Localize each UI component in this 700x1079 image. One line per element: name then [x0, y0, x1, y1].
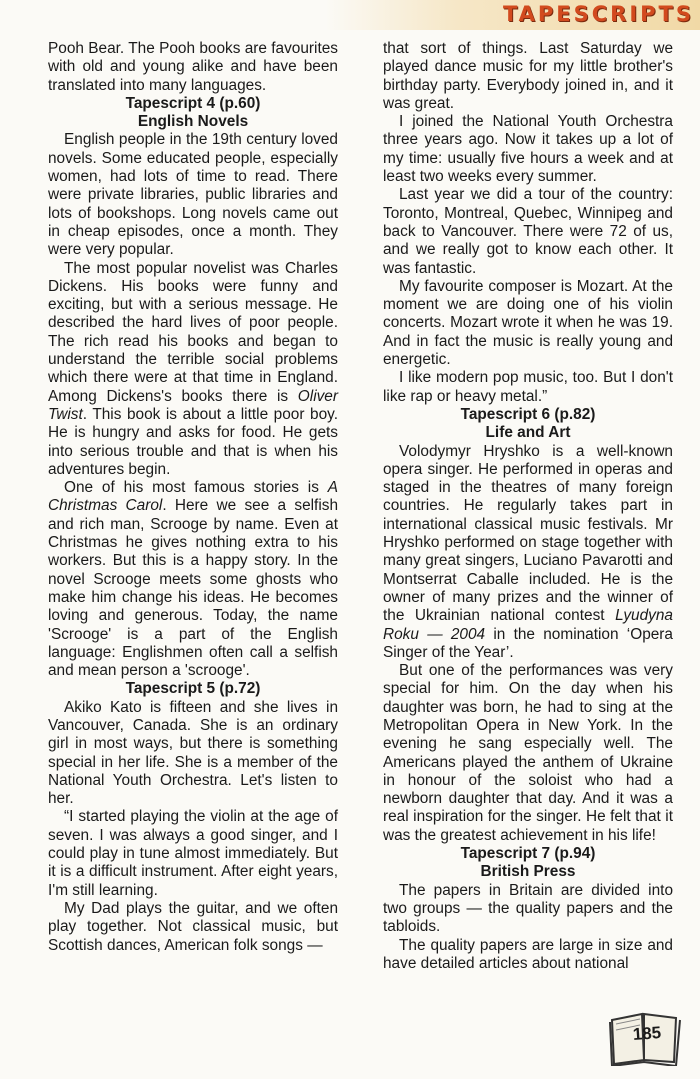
paragraph: My favourite composer is Mozart. At the moment we are doing one of his violin concerts. Mozart wrote it when he was 19. And in fact the music is really young and energetic.	[383, 277, 673, 369]
tapescript-5-title: Tapescript 5 (p.72)	[125, 680, 261, 698]
book-title: Oliver Twist	[48, 387, 338, 423]
contest-name: Lyudyna Roku — 2004	[383, 607, 673, 643]
intro-paragraph: Pooh Bear. The Pooh books are favourites with old and young alike and have been translated into many languages.	[48, 40, 338, 94]
tapescript-4-subtitle: English Novels	[137, 113, 249, 131]
paragraph: One of his most famous stories is A Christmas Carol. Here we see a selfish and rich man, Scrooge by name. Even at Christmas he gives nothing extra to his workers. But this is a happy story. In the novel Scrooge meets some ghosts who make him change his ideas. He becomes loving and generous. Today, the name 'Scrooge' is a part of the English language: Englishmen often call a selfish and mean person a 'scrooge'.	[48, 479, 339, 680]
paragraph: Last year we did a tour of the country: Toronto, Montreal, Quebec, Winnipeg and back to Vancouver. There were 72 of us, and we really got to know each other. It was fantastic.	[383, 186, 673, 277]
tapescript-6-subtitle: Life and Art	[485, 424, 571, 442]
paragraph: My Dad plays the guitar, and we often play together. Not classical music, but Scottish dances, American folk songs —	[48, 899, 338, 954]
left-column	[48, 40, 338, 955]
paragraph: The most popular novelist was Charles Dickens. His books were funny and exciting, but with a serious message. He described the hard lives of poor people. The rich read his books and began to understand the terrible social problems which there were at that time in England. Among Dickens's books there is Oliver Twist. This book is about a little poor boy. He is hungry and asks for food. He gets into serious trouble and that is when his adventures begin.	[48, 259, 338, 478]
paragraph: The papers in Britain are divided into two groups — the quality papers and the tabloids.	[383, 881, 673, 936]
tapescript-4-title: Tapescript 4 (p.60)	[125, 94, 261, 112]
paragraph: English people in the 19th century loved novels. Some educated people, especially women, had lots of time to read. There were private libraries, public libraries and lots of bookshops. Long novels came out in cheap episodes, once a month. They were very popular.	[48, 131, 338, 259]
paragraph: I like modern pop music, too. But I don't like rap or heavy metal.”	[383, 369, 673, 405]
paragraph: Volodymyr Hryshko is a well-known opera singer. He performed in operas and staged in the theatres of many foreign countries. He regularly takes part in international classical music festivals. Mr Hryshko performed on stage together with many great singers, Luciano Pavarotti and Montserrat Caballe included. He is the owner of many prizes and the winner of the Ukrainian national contest Lyudyna Roku — 2004 in the nomination ‘Opera Singer of the Year’.	[383, 442, 673, 661]
tapescript-6-title: Tapescript 6 (p.82)	[460, 405, 596, 423]
paragraph: “I started playing the violin at the age of seven. I was always a good singer, and I could play in tune almost immediately. But it is a difficult instrument. After eight years, I'm still learning.	[48, 808, 338, 899]
book-title: A Christmas Carol	[48, 479, 338, 515]
paragraph: But one of the performances was very special for him. On the day when his daughter was born, he had to sing at the Metropolitan Opera in New York. In the evening he sang especially well. The Americans played the anthem of Ukraine in honour of the soloist who had a newborn daughter that day. And it was a real inspiration for the singer. He felt that it was the greatest achievement in his life!	[383, 662, 673, 844]
paragraph: Akiko Kato is fifteen and she lives in Vancouver, Canada. She is an ordinary girl in most ways, but there is something special in her life. She is a member of the National Youth Orchestra. Let's listen to her.	[48, 698, 338, 808]
tapescript-7-title: Tapescript 7 (p.94)	[460, 845, 596, 863]
section-title: TAPESCRIPTS	[502, 2, 694, 26]
paragraph: The quality papers are large in size and have detailed articles about national	[383, 936, 673, 972]
tapescript-7-subtitle: British Press	[480, 863, 576, 881]
right-column	[383, 40, 673, 973]
paragraph: I joined the National Youth Orchestra three years ago. Now it takes up a lot of my time: usually five hours a week and at least two weeks every summer.	[383, 113, 673, 186]
page-number: 185	[632, 1023, 662, 1044]
header-banner	[325, 0, 700, 30]
paragraph: that sort of things. Last Saturday we played dance music for my little brother's birthday party. Everybody joined in, and it was great.	[383, 40, 673, 112]
